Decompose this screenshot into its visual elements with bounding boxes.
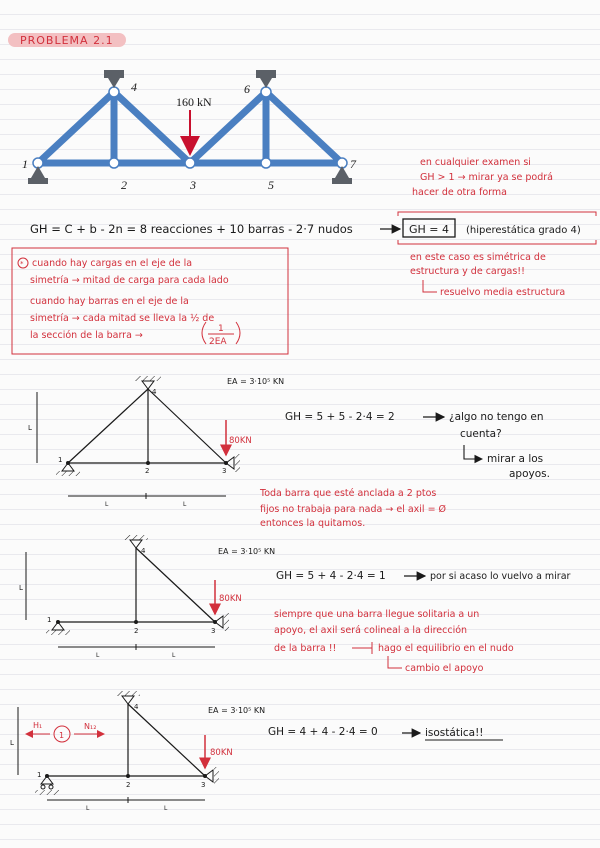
fig3-node-circle: 1 xyxy=(59,731,65,740)
fig3-node-3: 3 xyxy=(201,781,206,789)
node-label-5: 5 xyxy=(268,178,274,192)
fig1-load-label: 80KN xyxy=(229,436,252,446)
fig1-node-2: 2 xyxy=(145,467,150,475)
fig3-node-2: 2 xyxy=(126,781,131,789)
fig3-ea: EA = 3·10⁵ KN xyxy=(208,706,266,715)
symmetry-rules-box xyxy=(12,248,288,354)
single-bar-note-line2: apoyo, el axil será colineal a la dirección xyxy=(274,625,468,636)
fig3-node-1: 1 xyxy=(37,771,42,779)
fig1-dim-h2: L xyxy=(183,501,187,508)
fig1-answer-1: mirar a los xyxy=(487,453,544,465)
fig2-comment: por si acaso lo vuelvo a mirar xyxy=(430,571,571,582)
node-label-7: 7 xyxy=(350,157,356,171)
svg-text:*: * xyxy=(20,260,24,268)
fig1-dim-v: L xyxy=(28,424,32,432)
single-bar-note-line4: cambio el apoyo xyxy=(405,663,484,674)
truss-figure-2 xyxy=(19,535,275,659)
equation-1 xyxy=(30,212,596,244)
fixed-bar-note xyxy=(259,488,446,529)
fig2-dim-h1: L xyxy=(96,652,100,659)
node-label-1: 1 xyxy=(22,157,28,171)
symmetry-note-line2: estructura y de cargas!! xyxy=(410,266,525,277)
page-title: PROBLEMA 2.1 xyxy=(20,34,114,47)
fig3-n12: N₁₂ xyxy=(84,722,97,731)
truss-figure-3 xyxy=(10,691,265,812)
symmetry-note xyxy=(410,252,565,298)
symmetry-note-line1: en este caso es simétrica de xyxy=(410,252,546,263)
fixed-bar-note-line3: entonces la quitamos. xyxy=(260,518,366,529)
single-bar-note-line3b: hago el equilibrio en el nudo xyxy=(378,643,514,654)
fig1-question-2: cuenta? xyxy=(460,428,502,440)
fig2-dim-h2: L xyxy=(172,652,176,659)
fig2-equation xyxy=(276,570,571,582)
exam-note-line2: GH > 1 → mirar ya se podrá xyxy=(420,172,553,183)
box-note-line1: cuando hay cargas en el eje de la xyxy=(32,258,193,269)
fig2-eq: GH = 5 + 4 - 2·4 = 1 xyxy=(276,570,386,582)
fig1-dim-h1: L xyxy=(105,501,109,508)
fig3-h1: H₁ xyxy=(33,721,43,730)
fig2-node-2: 2 xyxy=(134,627,139,635)
box-note-line5: la sección de la barra → xyxy=(30,330,143,341)
fig1-node-3: 3 xyxy=(222,467,227,475)
box-note-line3: cuando hay barras en el eje de la xyxy=(30,296,189,307)
truss-diagram-top xyxy=(22,70,357,192)
fraction-denominator: 2EA xyxy=(209,337,227,347)
fig1-answer-2: apoyos. xyxy=(509,468,550,480)
fig1-node-4: 4 xyxy=(152,388,157,396)
fig3-dim-h1: L xyxy=(86,805,90,812)
fig3-dim-v: L xyxy=(10,739,14,747)
box-note-line4: simetría → cada mitad se lleva la ½ de xyxy=(30,313,215,324)
fixed-bar-note-line1: Toda barra que esté anclada a 2 ptos xyxy=(260,488,437,499)
node-label-6: 6 xyxy=(244,82,250,96)
fig3-eq: GH = 4 + 4 - 2·4 = 0 xyxy=(268,726,378,738)
exam-note xyxy=(412,157,553,198)
fig3-equation xyxy=(268,726,503,740)
fig3-comment: isostática!! xyxy=(425,727,484,739)
fig3-node-4: 4 xyxy=(134,703,139,711)
equation-1-comment: (hiperestática grado 4) xyxy=(466,225,581,236)
fig1-ea: EA = 3·10⁵ KN xyxy=(227,377,285,386)
fig3-dim-h2: L xyxy=(164,805,168,812)
node-label-2: 2 xyxy=(121,178,127,192)
single-bar-note xyxy=(274,609,514,674)
exam-note-line3: hacer de otra forma xyxy=(412,187,507,198)
fig1-eq: GH = 5 + 5 - 2·4 = 2 xyxy=(285,411,395,423)
load-label: 160 kN xyxy=(176,95,212,109)
title-pill xyxy=(8,33,126,47)
node-label-4: 4 xyxy=(131,80,137,94)
symmetry-note-line3: resuelvo media estructura xyxy=(440,287,566,298)
single-bar-note-line3: de la barra !! xyxy=(274,643,337,654)
fig2-node-4: 4 xyxy=(141,547,146,555)
fig1-question-1: ¿algo no tengo en xyxy=(449,411,544,423)
fig2-dim-v: L xyxy=(19,584,23,592)
single-bar-note-line1: siempre que una barra llegue solitaria a un xyxy=(274,609,480,620)
exam-note-line1: en cualquier examen si xyxy=(420,157,531,168)
fig2-node-1: 1 xyxy=(47,616,52,624)
node-label-3: 3 xyxy=(190,178,196,192)
fig2-node-3: 3 xyxy=(211,627,216,635)
fig2-load-label: 80KN xyxy=(219,594,242,604)
fixed-bar-note-line2: fijos no trabaja para nada → el axil = Ø xyxy=(260,504,447,515)
box-note-line2: simetría → mitad de carga para cada lado xyxy=(30,275,229,286)
fig2-ea: EA = 3·10⁵ KN xyxy=(218,547,276,556)
truss-figure-1 xyxy=(28,376,284,508)
fig1-node-1: 1 xyxy=(58,456,63,464)
equation-1-result: GH = 4 xyxy=(409,223,450,236)
equation-1-text: GH = C + b - 2n = 8 reacciones + 10 barras - 2·7 nudos xyxy=(30,222,353,236)
fig3-load-label: 80KN xyxy=(210,748,233,758)
fraction-numerator: 1 xyxy=(218,324,224,334)
fig1-equation xyxy=(285,411,550,480)
